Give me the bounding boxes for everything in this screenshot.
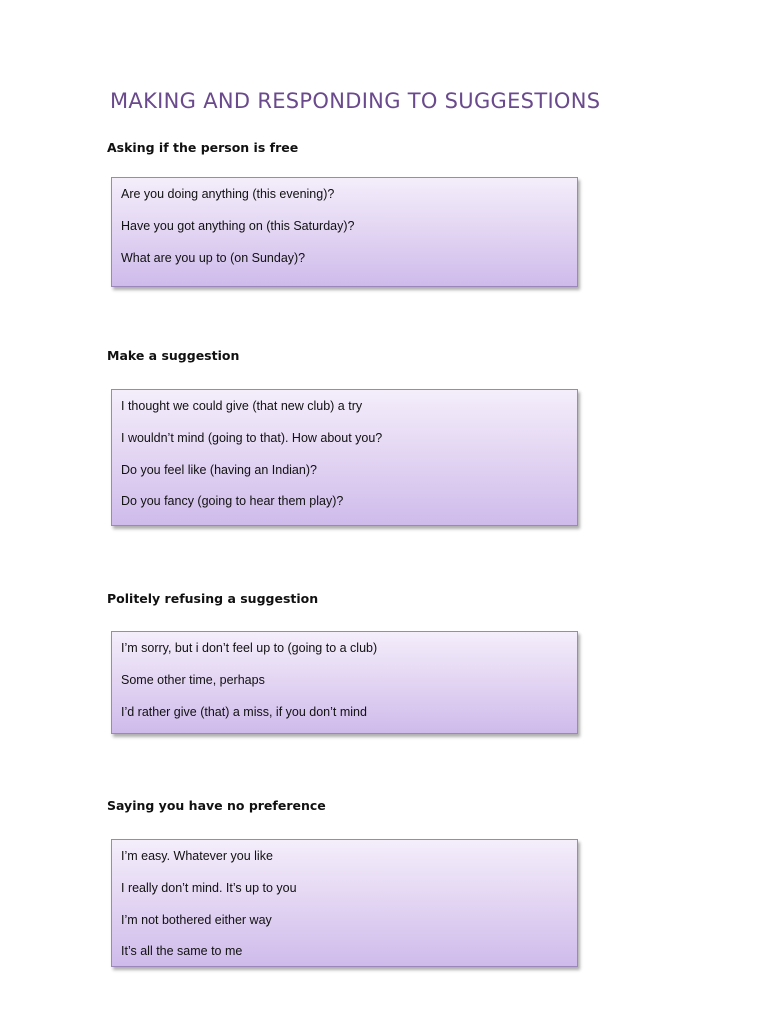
phrase-line: I’m easy. Whatever you like [121, 849, 273, 863]
section-heading-politely-refusing: Politely refusing a suggestion [107, 591, 319, 606]
section-heading-make-suggestion: Make a suggestion [107, 348, 240, 363]
phrase-line: I’d rather give (that) a miss, if you don’t mind [121, 704, 367, 719]
phrase-box-asking-if-free [111, 177, 578, 287]
phrase-line: It’s all the same to me [121, 944, 243, 959]
phrase-line: I really don’t mind. It’s up to you [121, 880, 297, 895]
phrase-line: I thought we could give (that new club) a try [121, 399, 363, 413]
phrase-line: Are you doing anything (this evening)? [121, 187, 335, 201]
phrase-line: I’m sorry, but i don’t feel up to (going to a club) [121, 641, 378, 655]
phrase-line: Do you feel like (having an Indian)? [121, 462, 317, 477]
phrase-line: Do you fancy (going to hear them play)? [121, 494, 344, 509]
phrase-box-politely-refusing [111, 631, 578, 734]
phrase-line: What are you up to (on Sunday)? [121, 250, 306, 265]
phrase-line: Some other time, perhaps [121, 672, 265, 687]
phrase-box-make-suggestion [111, 389, 578, 526]
phrase-box-no-preference [111, 839, 578, 967]
page-title: MAKING AND RESPONDING TO SUGGESTIONS [110, 89, 601, 113]
section-heading-no-preference: Saying you have no preference [107, 798, 326, 813]
phrase-line: I wouldn’t mind (going to that). How about you? [121, 430, 383, 445]
phrase-line: I’m not bothered either way [121, 912, 272, 927]
phrase-line: Have you got anything on (this Saturday)? [121, 218, 355, 233]
section-heading-asking-if-free: Asking if the person is free [107, 140, 299, 155]
